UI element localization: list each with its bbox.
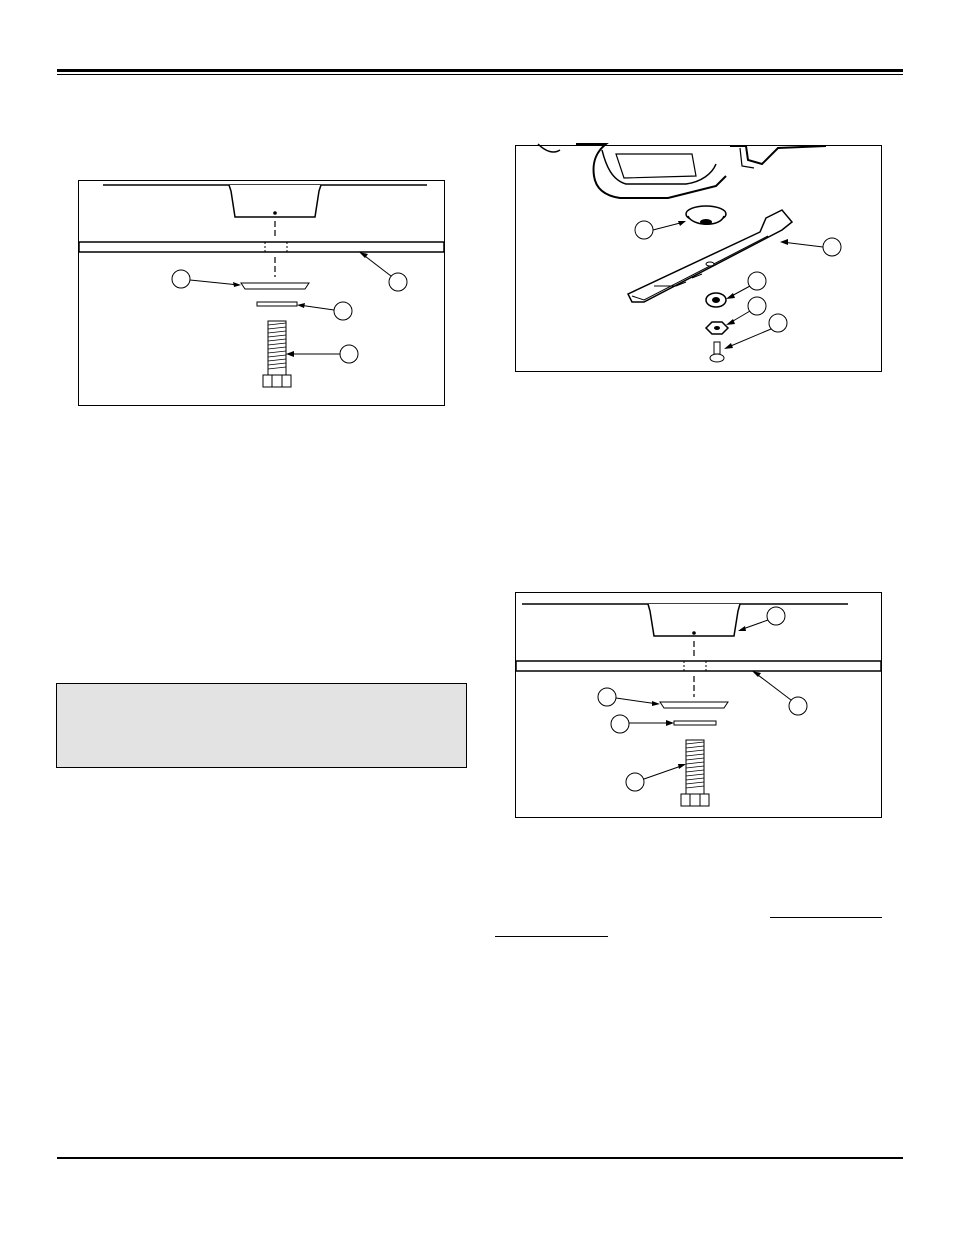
arrowhead-4: [666, 720, 674, 726]
callout-circle-1: [767, 607, 785, 625]
header-rule-thick: [57, 69, 903, 72]
exploded-view-svg: [516, 146, 881, 371]
callout-circle-2: [789, 697, 807, 715]
deck-outline-outer: [576, 144, 726, 198]
arrowhead-b: [780, 239, 788, 245]
arrowhead-c: [726, 293, 735, 299]
deck-rear-bracket: [730, 146, 826, 164]
blade-adapter-dish: [241, 283, 309, 289]
washer: [674, 721, 716, 725]
blade-center-hole: [706, 262, 714, 266]
arrowhead-a: [678, 221, 686, 226]
bolt-head: [681, 794, 709, 806]
deck-edge-sketch: [538, 144, 560, 152]
blade-assembly-exploded-view: [515, 145, 882, 372]
callout-circle-e: [769, 314, 787, 332]
deck-plate: [79, 242, 444, 252]
callout-circle-4: [389, 273, 407, 291]
leader-2: [754, 672, 791, 700]
callout-circle-5: [626, 773, 644, 791]
flange-washer-hole: [712, 297, 720, 303]
right-diagram-svg: [516, 593, 881, 817]
callout-circle-a: [635, 221, 653, 239]
deck-outline-inner: [602, 150, 716, 184]
underline-fragment-2: [495, 936, 608, 937]
arrowhead-2: [297, 303, 305, 308]
washer: [257, 302, 297, 306]
footer-rule: [57, 1157, 903, 1159]
spindle-hole: [692, 631, 696, 635]
blade-bolt-head: [710, 354, 724, 362]
leader-5: [644, 765, 684, 779]
callout-circle-d: [748, 297, 766, 315]
left-blade-adapter-diagram: [78, 180, 445, 406]
hex-nut-hole: [714, 326, 720, 330]
arrowhead-d: [726, 319, 735, 325]
callout-circle-4: [611, 715, 629, 733]
arrowhead-5: [678, 764, 686, 769]
spindle-hole: [273, 211, 277, 215]
callout-circle-2: [334, 302, 352, 320]
blade-adapter-center: [700, 219, 712, 225]
bolt-head: [263, 375, 291, 387]
blade-bolt-shank: [714, 342, 720, 354]
callout-circle-1: [172, 270, 190, 288]
right-blade-adapter-diagram: [515, 592, 882, 818]
header-rule-thin: [57, 74, 903, 75]
leader-3: [616, 698, 658, 704]
leader-1: [190, 280, 239, 285]
arrowhead-3: [286, 351, 294, 357]
arrowhead-e: [724, 343, 733, 349]
callout-circle-c: [748, 272, 766, 290]
underline-fragment-1: [770, 917, 882, 918]
leader-e: [726, 329, 771, 348]
shaded-note-box: [56, 683, 467, 768]
callout-circle-3: [340, 345, 358, 363]
deck-pocket: [616, 154, 696, 178]
arrowhead-1: [738, 626, 746, 631]
callout-circle-b: [823, 238, 841, 256]
callout-circle-3: [598, 688, 616, 706]
left-diagram-svg: [79, 181, 444, 405]
deck-plate: [516, 661, 881, 671]
arrowhead-1: [233, 282, 241, 287]
arrowhead-3: [652, 701, 660, 706]
leader-b: [782, 242, 823, 247]
blade-adapter-dish: [660, 702, 728, 708]
